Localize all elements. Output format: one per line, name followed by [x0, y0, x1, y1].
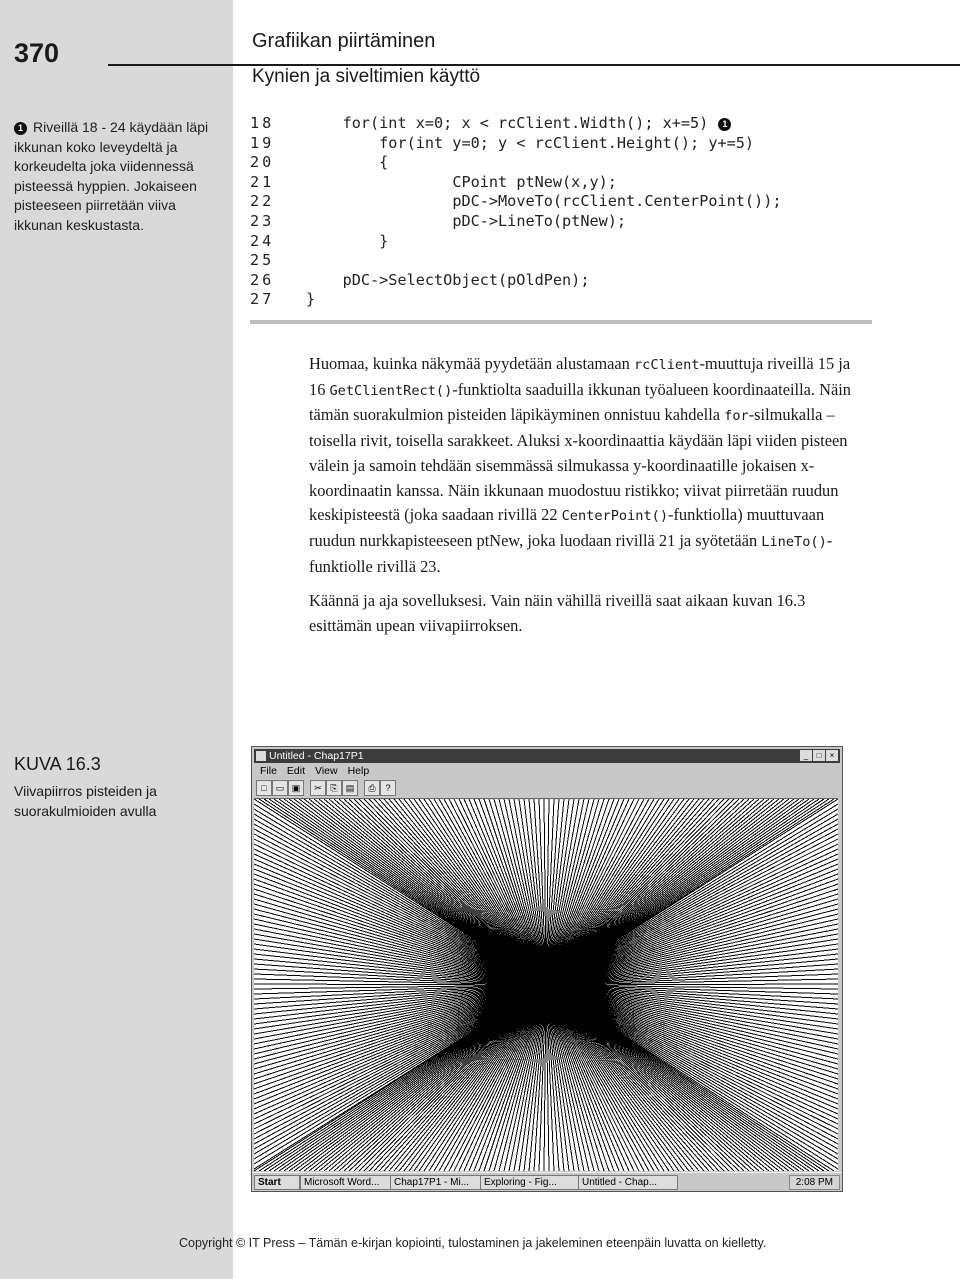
code-text: { — [379, 153, 389, 172]
copyright-footer: Copyright © IT Press – Tämän e-kirjan kopiointi, tulostaminen ja jakeleminen eteenpäin luvatta on kielletty. — [179, 1236, 767, 1250]
line-number: 24 — [250, 231, 275, 250]
code-line — [250, 114, 781, 134]
inline-code: GetClientRect() — [329, 382, 453, 399]
line-drawing — [254, 799, 838, 1171]
note-marker-icon: 1 — [14, 122, 27, 135]
line-number: 25 — [250, 251, 275, 270]
code-text: } — [379, 231, 389, 250]
code-line — [250, 192, 781, 212]
save-icon[interactable]: ▣ — [288, 780, 304, 796]
code-indent — [306, 271, 343, 289]
text-run: -muuttuja riveillä 15 ja 16 — [309, 354, 851, 399]
menu-file[interactable]: File — [260, 765, 277, 777]
code-line — [250, 153, 781, 173]
body-text — [309, 352, 869, 649]
chapter-title: Grafiikan piirtäminen — [252, 30, 436, 52]
inline-code: CenterPoint() — [561, 508, 669, 525]
help-icon[interactable]: ? — [380, 780, 396, 796]
cut-icon[interactable]: ✂ — [310, 780, 326, 796]
menu-edit[interactable]: Edit — [286, 765, 306, 777]
paragraph-1 — [309, 352, 869, 579]
new-icon[interactable]: □ — [256, 780, 272, 796]
pattern-line — [349, 799, 546, 985]
code-indent — [306, 173, 452, 191]
pattern-line — [546, 985, 834, 1171]
pattern-line — [546, 985, 699, 1171]
radial-lines — [254, 799, 838, 1171]
minimize-button[interactable]: _ — [800, 750, 812, 761]
text-run: -funktiolle rivillä 23. — [309, 530, 833, 576]
line-number: 19 — [250, 133, 275, 152]
code-text: pDC->SelectObject(pOldPen); — [342, 270, 590, 289]
code-text: for(int y=0; y < rcClient.Height(); y+=5) — [379, 133, 755, 152]
pattern-line — [414, 799, 546, 985]
page-number: 370 — [14, 38, 60, 68]
code-text: for(int x=0; x < rcClient.Width(); x+=5) — [342, 114, 709, 132]
line-number: 23 — [250, 211, 275, 230]
inline-code: for — [724, 408, 749, 425]
text-run: -funktiolla) muuttuvaan ruudun nurkkapisteeseen ptNew, joka luodaan rivillä 21 ja syötetään — [309, 505, 825, 550]
task-exploring[interactable]: Exploring - Fig... — [480, 1175, 580, 1190]
code-line — [250, 251, 781, 271]
line-number: 27 — [250, 290, 275, 309]
screenshot-window — [251, 746, 843, 1192]
pattern-line — [254, 985, 546, 1159]
text-run: -silmukalla – toisella rivit, toisella sarakkeet. Aluksi x-koordinaattia käydään läpi viiden pisteen välein ja samoin tehdään sisemmässä silmukassa y-koordinaatille jokaisen x-koordinaatin kanssa. Näin ikkunaan muodostuu ristikko; viivat piirretään ruudun keskipisteestä (joka saadaan rivillä 22 — [309, 405, 848, 525]
figure-label: KUVA 16.3 — [14, 754, 101, 774]
line-drawing-canvas — [254, 798, 838, 1171]
code-text: } — [306, 290, 316, 309]
menu-view[interactable]: View — [315, 765, 338, 777]
copy-icon[interactable]: ⎘ — [326, 780, 342, 796]
app-icon — [256, 751, 266, 761]
text-run: -funktiolta saaduilla ikkunan työalueen koordinaateilla. Näin tämän suorakulmion pisteiden läpikäyminen onnistuu kahdella — [309, 379, 851, 425]
code-line — [250, 271, 781, 291]
line-number: 20 — [250, 153, 275, 172]
code-listing-rule — [250, 320, 872, 324]
paste-icon[interactable]: ▤ — [342, 780, 358, 796]
close-button[interactable]: × — [826, 750, 838, 761]
start-button[interactable]: Start — [254, 1175, 300, 1190]
text-run: Huomaa, kuinka näkymää pyydetään alustamaan — [309, 354, 634, 373]
taskbar-clock: 2:08 PM — [789, 1175, 840, 1190]
task-untitled[interactable]: Untitled - Chap... — [578, 1175, 678, 1190]
header-rule — [108, 64, 960, 66]
code-line — [250, 173, 781, 193]
code-indent — [306, 134, 379, 152]
task-word[interactable]: Microsoft Word... — [300, 1175, 392, 1190]
margin-note-text: Riveillä 18 - 24 käydään läpi ikkunan koko leveydeltä ja korkeudelta joka viidennessä pisteessä hyppien. Jokaiseen pisteeseen piirretään viiva ikkunan keskustasta. — [14, 119, 209, 233]
menu-help[interactable]: Help — [347, 765, 370, 777]
code-marker-icon: 1 — [718, 118, 731, 131]
code-indent — [306, 192, 452, 210]
code-text: CPoint ptNew(x,y); — [452, 172, 617, 191]
code-line — [250, 290, 781, 310]
code-indent — [306, 232, 379, 250]
margin-note — [14, 118, 220, 235]
code-indent — [306, 212, 452, 230]
window-titlebar — [254, 749, 840, 763]
pattern-line — [254, 854, 546, 985]
menu-bar — [254, 764, 840, 779]
window-controls — [799, 750, 838, 764]
toolbar — [256, 780, 838, 796]
line-number: 26 — [250, 270, 275, 289]
code-line — [250, 212, 781, 232]
open-icon[interactable]: ▭ — [272, 780, 288, 796]
paragraph-2: Käännä ja aja sovelluksesi. Vain näin vähillä riveillä saat aikaan kuvan 16.3 esittämän upean viivapiirroksen. — [309, 591, 806, 636]
code-indent — [306, 153, 379, 171]
figure-caption: Viivapiirros pisteiden ja suorakulmioiden avulla — [14, 783, 157, 819]
code-indent — [306, 114, 343, 132]
maximize-button[interactable]: □ — [813, 750, 825, 761]
line-number: 21 — [250, 172, 275, 191]
pattern-line — [546, 985, 714, 1171]
code-listing — [250, 114, 781, 310]
window-title: Untitled - Chap17P1 — [269, 750, 364, 762]
section-title: Kynien ja siveltimien käyttö — [252, 66, 481, 87]
line-number: 18 — [250, 114, 275, 132]
inline-code: rcClient — [633, 357, 700, 373]
print-icon[interactable]: ⎙ — [364, 780, 380, 796]
task-chap17p1[interactable]: Chap17P1 - Mi... — [390, 1175, 482, 1190]
taskbar — [252, 1172, 842, 1191]
code-text: pDC->MoveTo(rcClient.CenterPoint()); — [452, 192, 782, 211]
code-line — [250, 134, 781, 154]
code-line — [250, 232, 781, 252]
code-text: pDC->LineTo(ptNew); — [452, 211, 627, 230]
inline-code: LineTo() — [761, 533, 827, 550]
line-number: 22 — [250, 192, 275, 211]
